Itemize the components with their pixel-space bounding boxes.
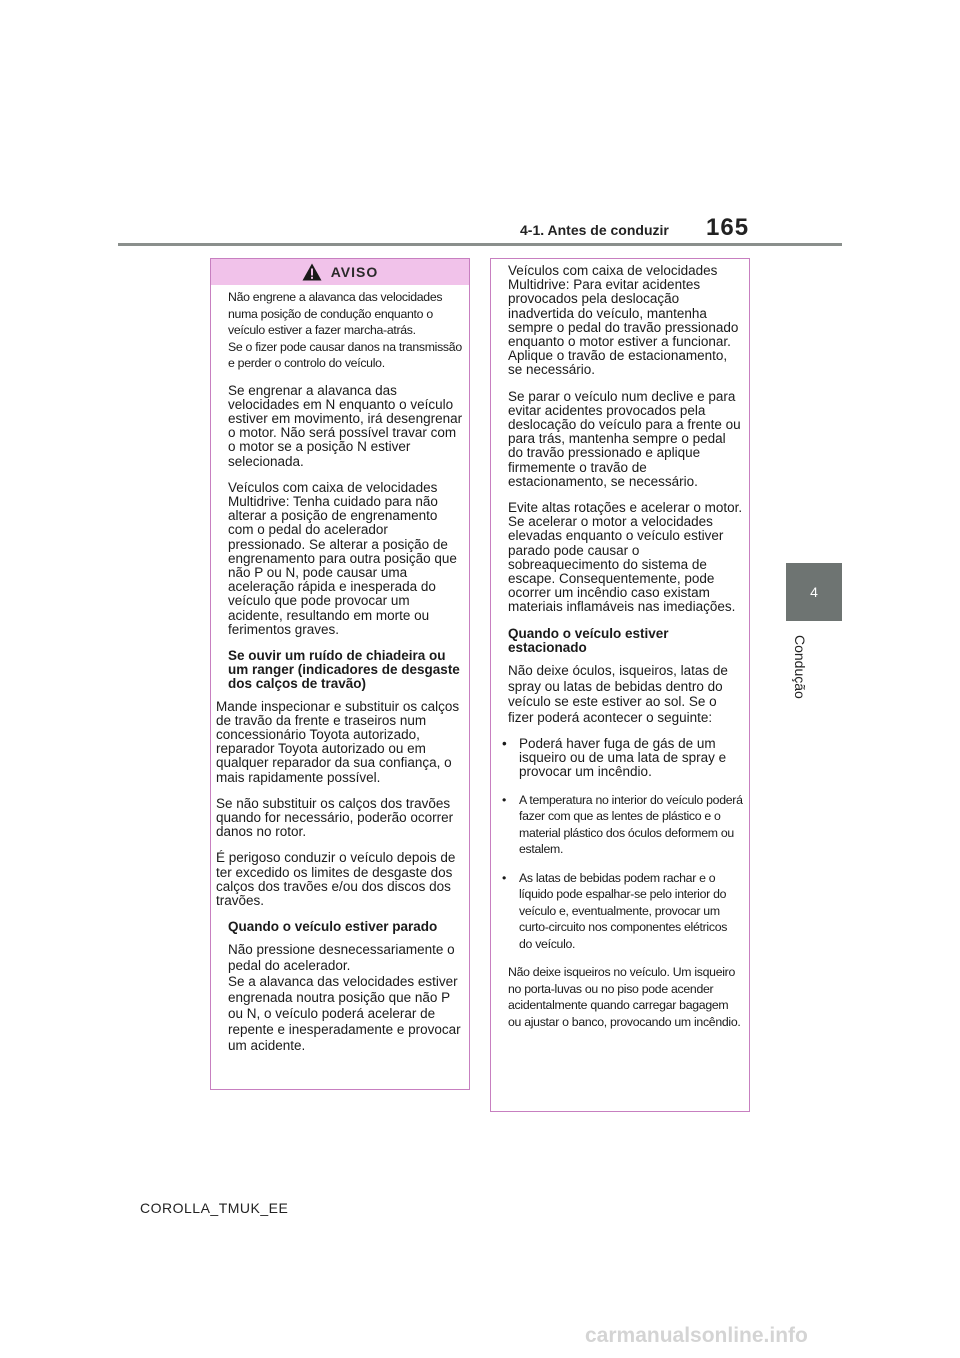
warning-box-left bbox=[210, 258, 470, 1090]
warning-header bbox=[211, 259, 469, 285]
subheading: Quando o veículo estiver parado bbox=[228, 919, 438, 935]
page-number: 165 bbox=[706, 214, 750, 241]
paragraph: Não deixe óculos, isqueiros, latas de spray ou latas de bebidas dentro do veículo se este estiver ao sol. Se o fizer poderá acontecer o seguinte: bbox=[508, 663, 728, 725]
subheading: Quando o veículo estiver estacionado bbox=[508, 625, 669, 655]
list-item bbox=[502, 792, 743, 858]
document-code: COROLLA_TMUK_EE bbox=[140, 1200, 289, 1216]
paragraph: Se engrenar a alavanca das velocidades em N enquanto o veículo estiver em movimento, irá desengrenar o motor. Não será possível travar com o motor se a posição N estiver selecionada. bbox=[228, 382, 463, 469]
paragraph: Se o fizer pode causar danos na transmissão e perder o controlo do veículo. bbox=[228, 339, 462, 370]
paragraph: Não deixe isqueiros no veículo. Um isqueiro no porta-luvas ou no piso pode acender acidentalmente quando carregar bagagem ou ajustar o banco, provocando um incêndio. bbox=[508, 965, 741, 1029]
paragraph: Não pressione desnecessariamente o pedal do acelerador. bbox=[228, 942, 455, 974]
chapter-label: Condução bbox=[792, 635, 808, 699]
subheading: Se ouvir um ruído de chiadeira ou um ranger (indicadores de desgaste dos calços de travão) bbox=[228, 647, 460, 692]
paragraph: Mande inspecionar e substituir os calços de travão da frente e traseiros num concessionário Toyota autorizado, reparador Toyota autorizado ou em qualquer reparador da sua confiança, o mais rapidamente possível. bbox=[216, 698, 460, 785]
list-item bbox=[502, 870, 743, 953]
bullet-mark: • bbox=[502, 736, 507, 752]
paragraph: É perigoso conduzir o veículo depois de ter excedido os limites de desgaste dos calços dos travões e/ou dos discos dos travões. bbox=[216, 850, 456, 908]
chapter-number: 4 bbox=[810, 584, 818, 600]
header-divider bbox=[118, 243, 842, 246]
list-item-text: As latas de bebidas podem rachar e o líquido pode espalhar-se pelo interior do veículo e, eventualmente, provocar um curto-circuito nos componentes elétricos do veículo. bbox=[519, 870, 728, 951]
paragraph: Evite altas rotações e acelerar o motor. bbox=[508, 500, 743, 516]
paragraph: Se acelerar o motor a velocidades elevadas enquanto o veículo estiver parado pode causar o sobreaquecimento do sistema de escape. Consequentemente, pode ocorrer um incêndio caso existam materiais inflamáveis nas imediações. bbox=[508, 514, 736, 615]
list-item-text: Poderá haver fuga de gás de um isqueiro ou de uma lata de spray e provocar um incêndio. bbox=[519, 736, 727, 780]
paragraph: Não engrene a alavanca das velocidades numa posição de condução enquanto o veículo estiver a fazer marcha-atrás. bbox=[228, 290, 443, 337]
warning-box-right bbox=[490, 258, 750, 1112]
paragraph: Veículos com caixa de velocidades Multidrive: Tenha cuidado para não alterar a posição de engrenamento com o pedal do acelerador pressionado. Se alterar a posição de engrenamento para outra posição que não P ou N, pode causar uma aceleração rápida e inesperada do veículo que pode provocar um acidente, resultando em morte ou ferimentos graves. bbox=[228, 479, 457, 637]
paragraph: Se a alavanca das velocidades estiver engrenada noutra posição que não P ou N, o veículo poderá acelerar de repente e inesperadamente e provocar um acidente. bbox=[228, 974, 461, 1054]
warning-triangle-icon bbox=[302, 263, 322, 281]
paragraph: Se não substituir os calços dos travões quando for necessário, poderão ocorrer danos no rotor. bbox=[216, 795, 454, 840]
warning-label: AVISO bbox=[330, 264, 379, 280]
list-item bbox=[502, 737, 743, 780]
paragraph: Veículos com caixa de velocidades Multidrive: Para evitar acidentes provocados pela deslocação inadvertida do veículo, mantenha sempre o pedal do travão pressionado enquanto o motor estiver a funcionar. Aplique o travão de estacionamento, se necessário. bbox=[508, 263, 739, 378]
watermark: carmanualsonline.info bbox=[585, 1324, 808, 1347]
chapter-tab[interactable] bbox=[786, 563, 842, 621]
list-item-text: A temperatura no interior do veículo poderá fazer com que as lentes de plástico e o material plástico dos óculos deformem ou estalem. bbox=[519, 792, 743, 857]
bullet-mark: • bbox=[502, 870, 507, 885]
paragraph: Se parar o veículo num declive e para evitar acidentes provocados pela deslocação do veículo para a frente ou para trás, mantenha sempre o pedal do travão pressionado e aplique firmemente o travão de estacionamento, se necessário. bbox=[508, 388, 741, 489]
section-title: 4-1. Antes de conduzir bbox=[520, 222, 669, 238]
bullet-mark: • bbox=[502, 792, 507, 807]
